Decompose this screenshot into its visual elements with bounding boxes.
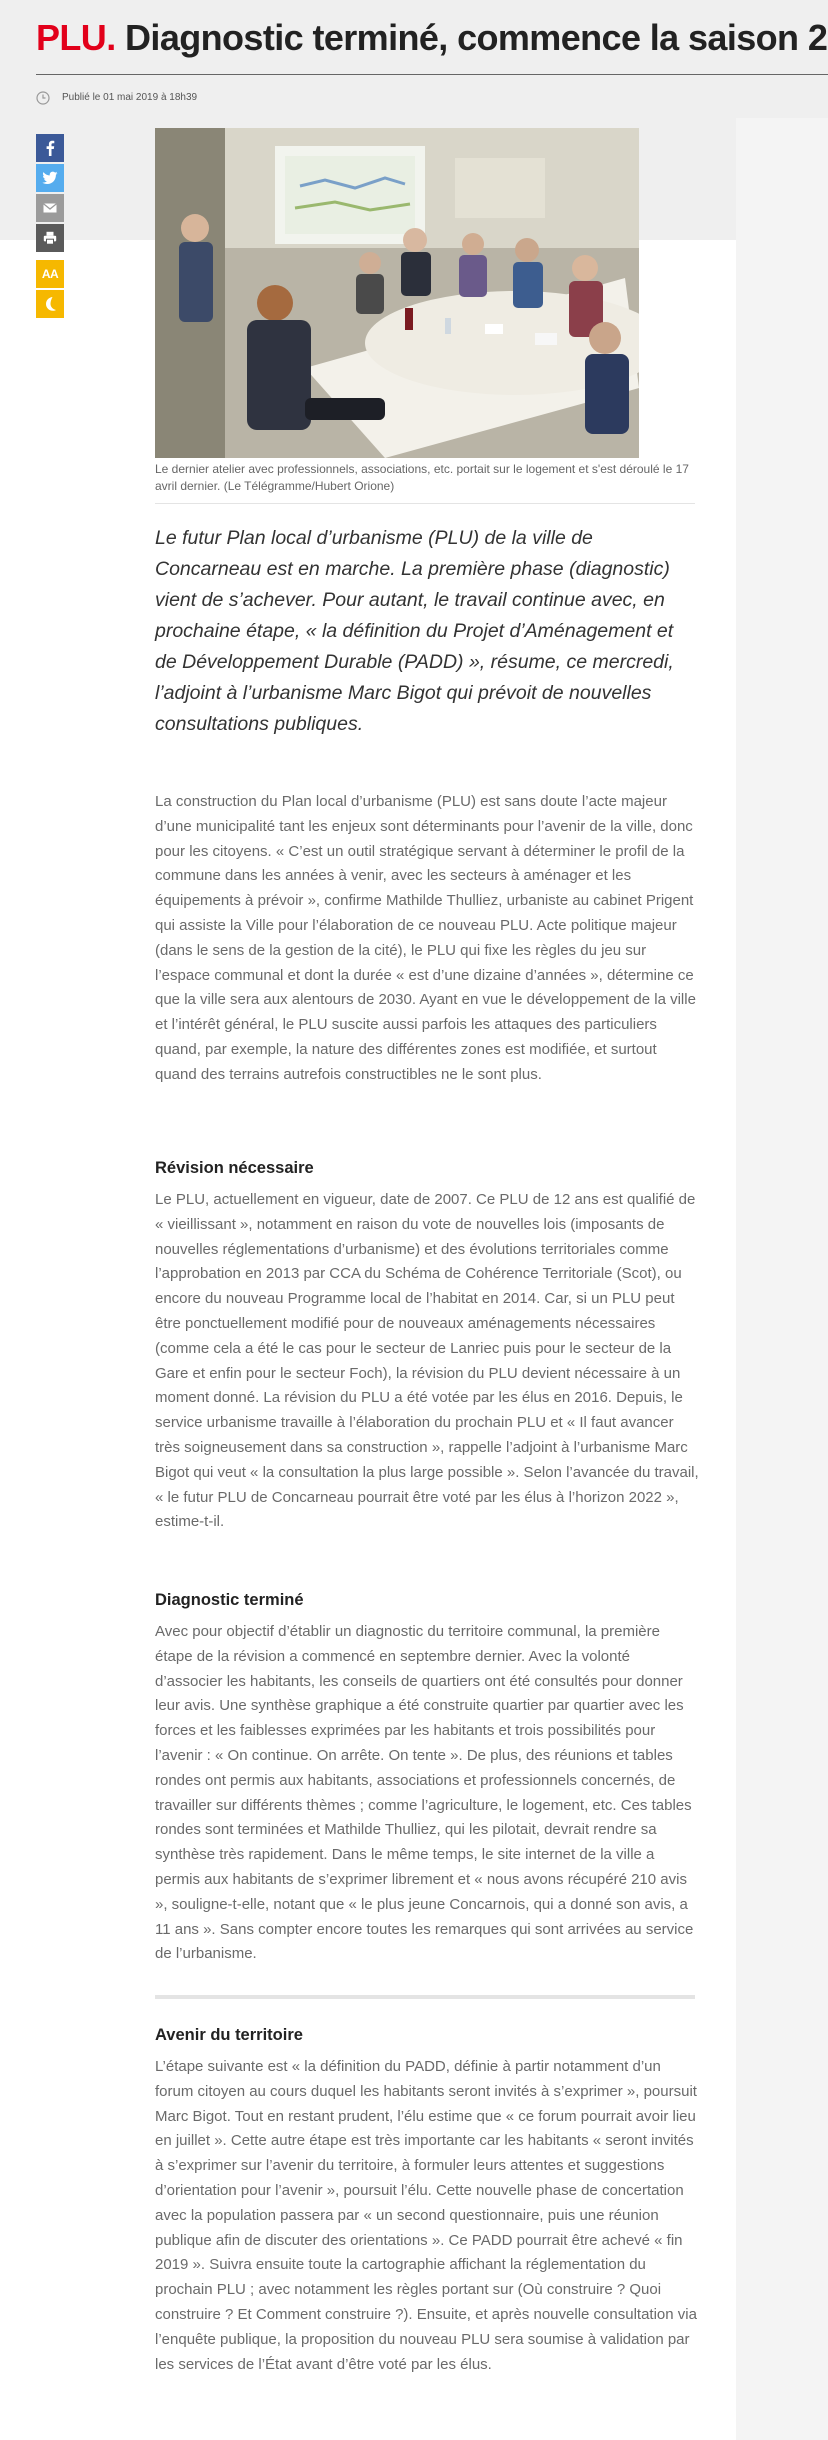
twitter-share-button[interactable] xyxy=(36,164,64,192)
clock-icon xyxy=(36,91,50,105)
paragraph-4: L’étape suivante est « la définition du PADD, définie à partir notamment d’un forum citoyen au cours duquel les habitants seront invités à s’exprimer », poursuit Marc Bigot. Tout en restant prudent, l’élu estime que « ce forum pourrait avoir lieu en juillet ». Cette autre étape est très importante car les habitants « seront invités à s’exprimer sur l’avenir du territoire, à formuler leurs attentes et suggestions d’orientation pour l’avenir », poursuit l’élu. Cette nouvelle phase de concertation avec la population passera par « un second questionnaire, puis une réunion publique afin de discuter des orientations ». Ce PADD pourrait être achevé « fin 2019 ». Suivra ensuite toute la cartographie affichant la réglementation du prochain PLU ; avec notamment les règles portant sur (Où construire ? Quoi construire ? Et Comment construire ?). Ensuite, et après nouvelle consultation via l’enquête publique, la proposition du nouveau PLU sera soumise à validation par les services de l’État avant d’être voté par les élus. xyxy=(155,2058,697,2373)
photo-caption: Le dernier atelier avec professionnels, associations, etc. portait sur le logement et s'est déroulé le 17 avril dernier. (Le Télégramme/Hubert Orione) xyxy=(155,462,689,493)
night-mode-button[interactable] xyxy=(36,290,64,318)
facebook-icon xyxy=(43,140,57,156)
headline-title: Diagnostic terminé, commence la saison 2 xyxy=(125,17,828,58)
headline-kicker: PLU. xyxy=(36,17,116,58)
print-button[interactable] xyxy=(36,224,64,252)
paragraph-3: Avec pour objectif d’établir un diagnostic du territoire communal, la première étape de la révision a commencé en septembre dernier. Avec la volonté d’associer les habitants, les conseils de quartiers ont été consultés pour donner leur avis. Une synthèse graphique a été construite quartier par quartier avec les forces et les faiblesses exprimées par les habitants et trois possibilités pour l’avenir : « On continue. On arrête. On tente ». De plus, des réunions et tables rondes ont permis aux habitants, associations et professionnels concernés, de travailler sur différents thèmes ; comme l’agriculture, le logement, etc. Ces tables rondes sont terminées et Mathilde Thulliez, qui les pilotait, devrait rendre sa synthèse très rapidement. Dans le même temps, le site internet de la ville a permis aux habitants de s’exprimer librement et « nous avons récupéré 210 avis », souligne-t-elle, notant que « le plus jeune Concarnois, qui a donné son avis, a 11 ans ». Sans compter encore toutes les remarques qui sont arrivées au service de l’urbanisme. xyxy=(155,1623,694,1963)
article-lead: Le futur Plan local d’urbanisme (PLU) de la ville de Concarneau est en marche. La première phase (diagnostic) vient de s’achever. Pour autant, le travail continue avec, en prochaine étape, « la définition du Projet d’Aménagement et de Développement Durable (PADD) », résume, ce mercredi, l’adjoint à l’urbanisme Marc Bigot qui prévoit de nouvelles consultations publiques. xyxy=(155,527,674,735)
section-divider xyxy=(155,1995,695,1999)
article-headline xyxy=(36,16,828,60)
article-photo xyxy=(155,128,639,458)
font-size-icon: AA xyxy=(41,267,59,281)
twitter-icon xyxy=(42,171,58,185)
publication-date: Publié le 01 mai 2019 à 18h39 xyxy=(62,92,198,103)
subheading-avenir: Avenir du territoire xyxy=(155,2026,303,2044)
facebook-share-button[interactable] xyxy=(36,134,64,162)
paragraph-2: Le PLU, actuellement en vigueur, date de 2007. Ce PLU de 12 ans est qualifié de « vieillissant », notamment en raison du vote de nouvelles lois (imposants de nouvelles réglementations d’urbanisme) et des évolutions territoriales comme l’approbation en 2013 par CCA du Schéma de Cohérence Territoriale (Scot), ou encore du nouveau Programme local de l’habitat en 2014. Car, si un PLU peut être ponctuellement modifié pour de nouveaux aménagements nécessaires (comme cela a été le cas pour le secteur de Lanriec puis pour le secteur de la Gare et enfin pour le secteur Foch), la révision du PLU devient nécessaire à un moment donné. La révision du PLU a été votée par les élus en 2016. Depuis, le service urbanisme travaille à l’élaboration du prochain PLU et « Il faut avancer très soigneusement dans sa construction », rappelle l’adjoint à l’urbanisme Marc Bigot qui veut « la consultation la plus large possible ». Selon l’avancée du travail, « le futur PLU de Concarneau pourrait être voté par les élus à l’horizon 2022 », estime-t-il. xyxy=(155,1191,699,1531)
mail-icon xyxy=(43,203,57,213)
font-size-button[interactable] xyxy=(36,260,64,288)
print-icon xyxy=(43,231,57,245)
headline-divider xyxy=(36,74,828,75)
paragraph-1: La construction du Plan local d’urbanisme (PLU) est sans doute l’acte majeur d’une municipalité tant les enjeux sont déterminants pour l’avenir de la ville, donc pour les citoyens. « C’est un outil stratégique servant à déterminer le profil de la commune dans les années à venir, avec les secteurs à aménager et les équipements à prévoir », confirme Mathilde Thulliez, urbaniste au cabinet Prigent qui assiste la Ville pour l’élaboration de ce nouveau PLU. Acte politique majeur (dans le sens de la gestion de la cité), le PLU qui fixe les règles du jeu sur l’espace communal et dont la durée « est d’une dizaine d’années », détermine ce que la ville sera aux alentours de 2030. Ayant en vue le développement de la ville et l’intérêt général, le PLU suscite aussi parfois les attaques des particuliers quand, par exemple, la nature des différentes zones est modifiée, et surtout quand des terrains autrefois constructibles ne le sont plus. xyxy=(155,793,696,1083)
subheading-revision: Révision nécessaire xyxy=(155,1159,314,1177)
caption-divider xyxy=(155,503,695,504)
moon-icon xyxy=(43,296,57,312)
right-sidebar xyxy=(736,118,828,2440)
subheading-diagnostic: Diagnostic terminé xyxy=(155,1591,304,1609)
email-share-button[interactable] xyxy=(36,194,64,222)
